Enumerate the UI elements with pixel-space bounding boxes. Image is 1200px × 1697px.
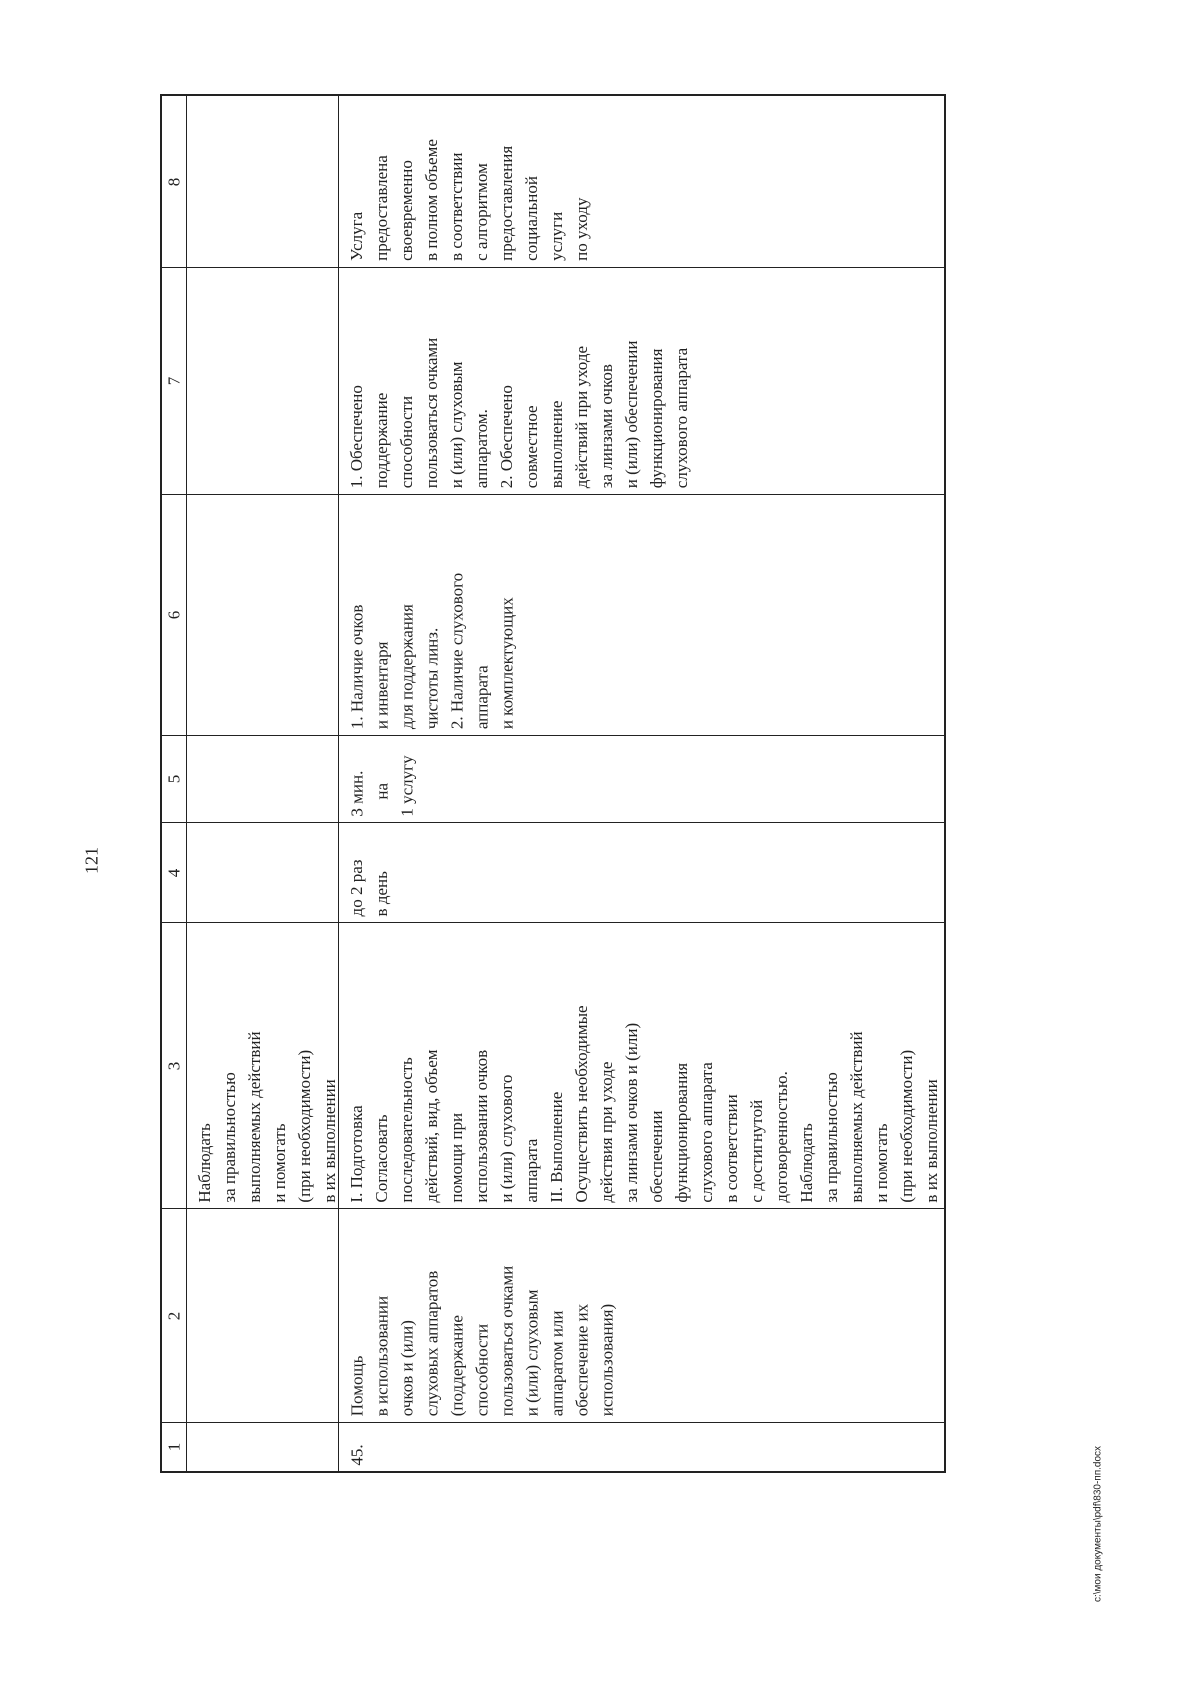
table-border-bottom — [160, 1471, 946, 1473]
header-col-8: 8 — [164, 177, 184, 186]
row-divider — [186, 94, 187, 1473]
header-col-7: 7 — [164, 376, 184, 386]
row45-evaluation: Услуга предоставлена своевременно в полном объеме в соответствии с алгоритмом предоставления социальной услуги по уходу — [347, 139, 591, 261]
column-divider — [160, 494, 946, 495]
column-divider — [160, 1422, 946, 1423]
continuation-cell-col3: Наблюдать за правильностью выполняемых действий и помогать (при необходимости) в их выполнении — [195, 1030, 339, 1203]
column-divider — [160, 735, 946, 736]
table-border-top — [160, 94, 946, 96]
column-divider — [160, 822, 946, 823]
row45-frequency: до 2 раз в день — [347, 859, 391, 916]
row45-content: I. Подготовка Согласовать последовательность действий, вид, объем помощи при использовании очков и (или) слухового аппарата II. Выполнение Осуществить необходимые действия при уходе за линзами очков и (или) обеспечении функционирования слухового аппарата в соответствии с достигнутой договоренностью. Наблюдать за правильностью выполняемых действий и помогать (при необходимости) в их выполнении — [347, 1004, 941, 1203]
footer-file-path: c:\мои документы\pdf\830-пп.docx — [1092, 1445, 1104, 1603]
header-col-5: 5 — [164, 774, 184, 784]
header-col-2: 2 — [164, 1311, 184, 1320]
row45-time: 3 мин. на 1 услугу — [347, 754, 416, 817]
row45-conditions: 1. Наличие очков и инвентаря для поддержания чистоты линз. 2. Наличие слухового аппарата и комплектующих — [347, 572, 516, 730]
row45-result: 1. Обеспечено поддержание способности пользоваться очками и (или) слуховым аппаратом. 2. Обеспечено совместное выполнение действий при уходе за линзами очков и (или) обеспечении функционирования слухового аппарата — [347, 337, 691, 489]
table-border-right — [944, 94, 946, 1473]
header-col-3: 3 — [164, 1061, 184, 1070]
row45-name: Помощь в использовании очков и (или) слуховых аппаратов (поддержание способности пользоваться очками и (или) слуховым аппаратом или обеспечение их использования) — [347, 1265, 616, 1417]
header-col-6: 6 — [164, 610, 184, 620]
row45-number: 45. — [347, 1443, 366, 1466]
page-number: 121 — [81, 847, 102, 874]
header-col-4: 4 — [164, 868, 184, 877]
header-col-1: 1 — [164, 1442, 184, 1452]
